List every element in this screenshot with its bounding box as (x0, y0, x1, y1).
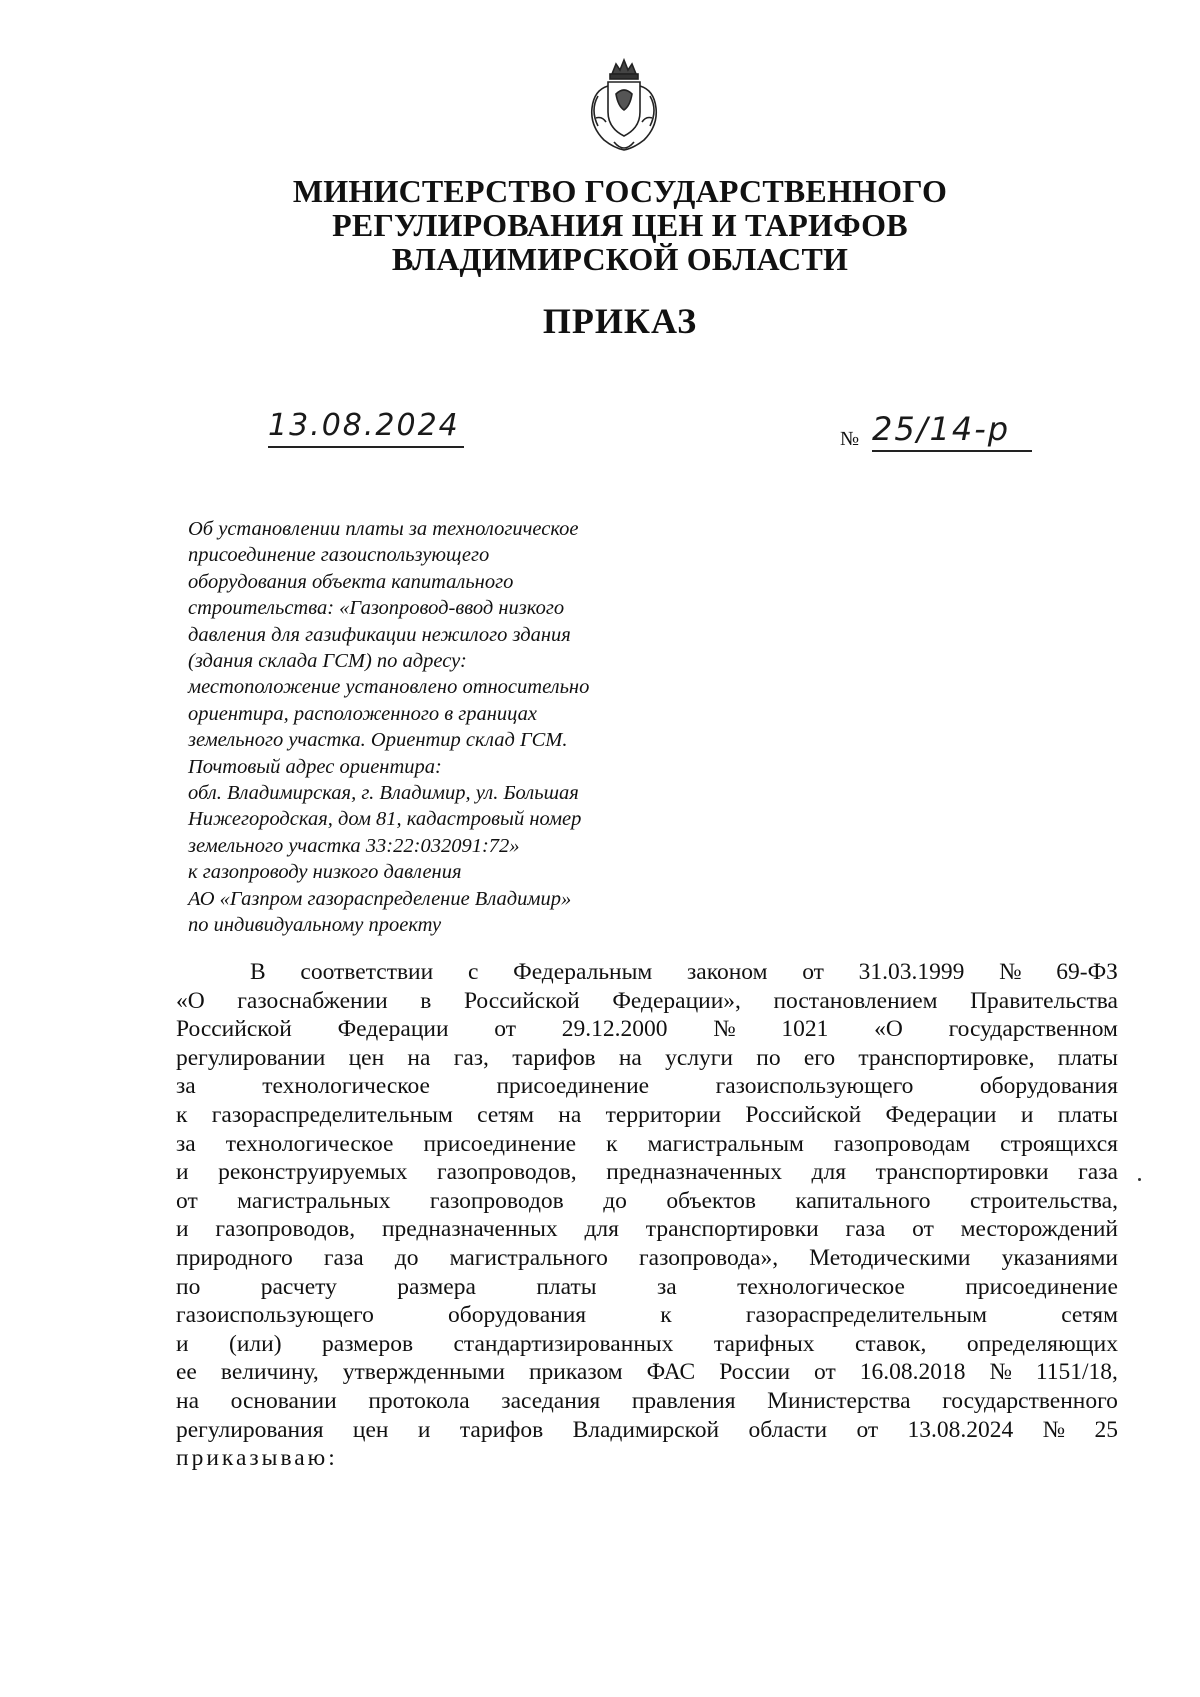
body-word: газоиспользующего (176, 1302, 374, 1329)
body-word: Федерации», (612, 987, 741, 1014)
subject-line: присоединение газоиспользующего (188, 544, 490, 567)
body-word: от (494, 1016, 516, 1043)
body-word: по (176, 1273, 201, 1300)
body-word: к (660, 1302, 672, 1329)
body-word: строительства, (969, 1187, 1118, 1214)
body-word: России (719, 1359, 791, 1386)
scan-speck (1138, 1178, 1141, 1181)
body-word: № (999, 959, 1022, 985)
number-underline (872, 450, 1032, 452)
body-word: газопроводов (429, 1187, 564, 1214)
body-word: государственного (942, 1387, 1118, 1414)
body-word: присоединение (496, 1073, 650, 1100)
body-line (176, 1387, 1118, 1416)
body-word: «О (176, 987, 205, 1014)
body-line (176, 1044, 1118, 1073)
body-word: к (176, 1101, 188, 1128)
body-word: присоединение (423, 1130, 577, 1157)
body-word: 1021 (781, 1016, 829, 1043)
body-word: газа (1078, 1159, 1118, 1186)
body-line (176, 1273, 1118, 1302)
body-word: 13.08.2024 (907, 1416, 1014, 1443)
body-word: тарифов (459, 1416, 544, 1443)
body-word: Министерства (767, 1387, 911, 1414)
order-body (176, 958, 1118, 1473)
body-word: стандартизированных (453, 1330, 674, 1357)
body-line (176, 958, 1118, 987)
body-line (176, 1416, 1118, 1445)
body-word: транспортировки (875, 1159, 1049, 1186)
body-word: 1151/18, (1035, 1359, 1118, 1386)
body-line (176, 1072, 1118, 1101)
body-word: оборудования (979, 1073, 1118, 1100)
body-word: на (618, 1044, 642, 1071)
body-line (176, 1215, 1118, 1244)
body-line (176, 987, 1118, 1016)
body-word: В (250, 959, 266, 985)
body-word: № (1042, 1416, 1066, 1443)
body-word: и (1020, 1101, 1034, 1128)
body-word: Российской (745, 1101, 862, 1128)
body-word: и (176, 1216, 189, 1243)
body-word: Федеральным (513, 959, 653, 985)
body-word: 29.12.2000 (561, 1016, 668, 1043)
number-sign: № (840, 428, 860, 450)
body-word: для (584, 1216, 619, 1243)
body-word: Владимирской (572, 1416, 720, 1443)
document-type-title: ПРИКАЗ (542, 301, 698, 341)
body-word: по (756, 1044, 781, 1071)
ministry-name (200, 174, 1040, 276)
subject-line: земельного участка. Ориентир склад ГСМ. (188, 729, 568, 752)
subject-line: Почтовый адрес ориентира: (188, 755, 442, 778)
body-word: Федерации (337, 1016, 449, 1043)
body-word: заседания (501, 1387, 601, 1414)
body-word: оборудования (448, 1302, 587, 1329)
body-word: «О (874, 1016, 903, 1043)
body-word: предназначенных (606, 1159, 782, 1186)
body-word: приказом (528, 1359, 623, 1386)
body-line (176, 1330, 1118, 1359)
body-word: законом (687, 959, 768, 985)
date-underline (268, 446, 464, 448)
body-line (176, 1015, 1118, 1044)
body-word: газа (845, 1216, 886, 1243)
subject-line: Нижегородская, дом 81, кадастровый номер (188, 808, 582, 831)
body-word: от (814, 1359, 836, 1386)
body-word: области (748, 1416, 828, 1443)
body-word: государственном (948, 1016, 1118, 1043)
body-word: на (176, 1387, 200, 1414)
body-word: на (407, 1044, 431, 1071)
body-word: платы (536, 1273, 597, 1300)
body-word: правления (631, 1387, 736, 1414)
body-word: цен (348, 1044, 385, 1071)
body-word: газопроводам (833, 1130, 971, 1157)
body-word: ее (176, 1359, 197, 1386)
body-word: технологическое (737, 1273, 905, 1300)
body-word: месторождений (960, 1216, 1118, 1243)
body-word: услуги (665, 1044, 734, 1071)
body-word: 16.08.2018 (859, 1359, 966, 1386)
body-word: сетям (1061, 1302, 1118, 1329)
body-word: основании (230, 1387, 337, 1414)
body-word: транспортировки (645, 1216, 819, 1243)
body-word: технологическое (225, 1130, 394, 1157)
body-word: тарифных (713, 1330, 815, 1357)
body-word: № (713, 1016, 736, 1043)
body-word: предназначенных (381, 1216, 558, 1243)
body-word: платы (1057, 1044, 1118, 1071)
body-word: технологическое (262, 1073, 430, 1100)
subject-line: обл. Владимирская, г. Владимир, ул. Большая (188, 782, 579, 805)
body-word: для (811, 1159, 847, 1186)
body-word: природного (176, 1244, 293, 1271)
body-closing: приказываю: (176, 1445, 338, 1472)
body-word: 31.03.1999 (858, 959, 965, 985)
subject-line: к газопроводу низкого давления (188, 861, 462, 884)
body-word: транспортировке, (858, 1044, 1035, 1071)
body-word: газоиспользующего (715, 1073, 914, 1100)
ministry-name-line: МИНИСТЕРСТВО ГОСУДАРСТВЕННОГО (292, 173, 948, 209)
body-word: тарифов (512, 1044, 596, 1071)
subject-line: Об установлении платы за технологическое (188, 518, 579, 540)
body-word: газопроводов, (215, 1216, 356, 1243)
subject-line: ориентира, расположенного в границах (188, 702, 537, 725)
coat-of-arms-icon (586, 56, 662, 156)
body-word: газа (323, 1244, 364, 1271)
ministry-name-line: РЕГУЛИРОВАНИЯ ЦЕН И ТАРИФОВ (332, 207, 908, 243)
body-word: и (176, 1330, 189, 1357)
subject-line: строительства: «Газопровод-ввод низкого (188, 597, 565, 620)
body-word: газопроводов, (436, 1159, 577, 1186)
body-word: газопровода», (639, 1244, 779, 1271)
body-word: указаниями (1001, 1244, 1118, 1271)
body-word: реконструируемых (218, 1159, 408, 1186)
body-line (176, 1358, 1118, 1387)
body-word: магистральных (237, 1187, 391, 1214)
order-subject (188, 516, 658, 939)
body-line (176, 1244, 1118, 1273)
body-word: присоединение (965, 1273, 1118, 1300)
body-word: к (606, 1130, 618, 1157)
body-word: 69-ФЗ (1056, 959, 1118, 985)
body-word: регулирования (176, 1416, 324, 1443)
body-word: величину, (220, 1359, 319, 1386)
body-word: от (856, 1416, 879, 1443)
body-word: Российской (176, 1016, 292, 1043)
body-word: размеров (322, 1330, 414, 1357)
handwritten-order-number: 25/14-р (872, 410, 1011, 448)
body-word: от (176, 1187, 198, 1214)
body-word: соответствии (300, 959, 434, 985)
body-word: за (176, 1130, 196, 1157)
body-word: и (176, 1159, 189, 1186)
body-line (176, 1187, 1118, 1216)
subject-line: местоположение установлено относительно (188, 676, 590, 699)
body-word: его (803, 1044, 836, 1071)
body-word: магистральным (647, 1130, 804, 1157)
body-word: Российской (463, 987, 580, 1014)
body-line (176, 1130, 1118, 1159)
body-line (176, 1158, 1118, 1187)
body-word: в (420, 987, 432, 1014)
body-word: и (417, 1416, 431, 1443)
body-word: постановлением (773, 987, 938, 1014)
body-word: регулировании (176, 1044, 326, 1071)
body-word: Правительства (970, 987, 1118, 1014)
body-word: платы (1057, 1101, 1118, 1128)
body-word: (или) (229, 1330, 282, 1357)
body-line (176, 1101, 1118, 1130)
body-word: до (603, 1187, 627, 1214)
body-word: сетям (477, 1101, 534, 1128)
body-word: № (989, 1359, 1012, 1386)
body-word: цен (352, 1416, 389, 1443)
body-word: за (656, 1273, 677, 1300)
body-word: на (558, 1101, 582, 1128)
body-word: от (912, 1216, 934, 1243)
subject-line: земельного участка 33:22:032091:72» (188, 834, 520, 857)
body-word: ФАС (646, 1359, 696, 1386)
body-word: протокола (368, 1387, 470, 1414)
body-word: строящихся (1000, 1130, 1118, 1157)
body-word: Методическими (809, 1244, 971, 1271)
subject-line: (здания склада ГСМ) по адресу: (188, 650, 467, 673)
body-word: от (802, 959, 824, 985)
body-word: объектов (666, 1187, 756, 1214)
body-word: газораспределительным (745, 1302, 987, 1329)
body-word: Федерации (885, 1101, 997, 1128)
body-word: ставок, (855, 1330, 927, 1357)
subject-line: АО «Газпром газораспределение Владимир» (188, 887, 572, 910)
body-word: расчету (260, 1273, 337, 1300)
body-word: до (394, 1244, 419, 1271)
subject-line: по индивидуальному проекту (188, 914, 442, 937)
body-word: магистрального (449, 1244, 608, 1271)
body-word: с (467, 959, 479, 985)
body-word: газоснабжении (237, 987, 388, 1014)
body-word: утвержденными (342, 1359, 505, 1386)
body-word: газораспределительным (211, 1101, 453, 1128)
body-word: размера (397, 1273, 476, 1300)
body-word: за (176, 1073, 196, 1100)
body-word: капитального (795, 1187, 931, 1214)
body-word: 25 (1094, 1416, 1118, 1443)
handwritten-date: 13.08.2024 (268, 408, 460, 443)
body-word: газ, (453, 1044, 489, 1071)
ministry-name-line: ВЛАДИМИРСКОЙ ОБЛАСТИ (391, 241, 849, 277)
body-word: территории (605, 1101, 722, 1128)
body-word: определяющих (966, 1330, 1118, 1357)
body-line (176, 1301, 1118, 1330)
subject-line: оборудования объекта капитального (188, 570, 514, 593)
subject-line: давления для газификации нежилого здания (188, 623, 571, 646)
